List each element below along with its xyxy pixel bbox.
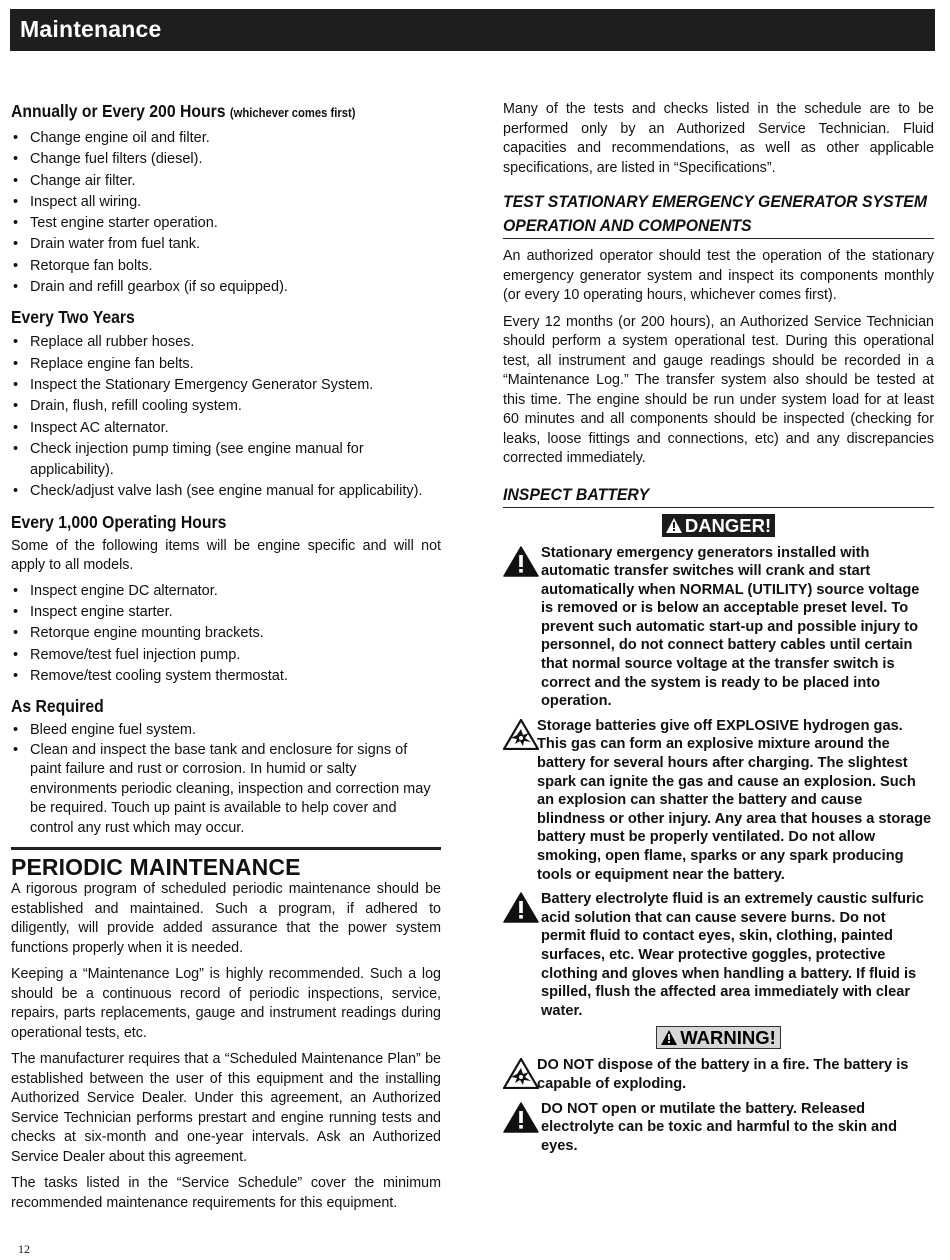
list-item: • Retorque engine mounting brackets. (11, 623, 441, 644)
list-item: • Bleed engine fuel system. (11, 721, 441, 741)
list-item: • Check injection pump timing (see engine manual for applicability). (11, 439, 441, 482)
body-paragraph: The tasks listed in the “Service Schedule” cover the minimum recommended maintenance requirements for this equipment. (11, 1175, 441, 1211)
explosion-warning-icon (503, 1058, 539, 1089)
list-item: • Inspect engine starter. (11, 602, 441, 623)
exclamation-warning-icon (503, 1102, 539, 1133)
test-system-heading-rule (503, 238, 934, 239)
list-item: • Change fuel filters (diesel). (11, 149, 441, 170)
warning-statement (503, 544, 934, 711)
list-item: • Drain water from fuel tank. (11, 234, 441, 255)
page-header-bar (10, 9, 935, 51)
body-paragraph: Every 12 months (or 200 hours), an Authorized Service Technician should perform a system operational test. During this operational test, all instrument and gauge readings should be recorded in a “Maintenance Log.” The transfer system also should be tested at this time. The engine should be run under system load for at least 60 minutes and all components should be inspected (checking for leaks, loose fittings and connections, etc) and any discrepancies corrected immediately. (503, 313, 934, 466)
annual-heading-note: (whichever comes first) (229, 106, 356, 120)
warning-statement (503, 717, 934, 884)
list-item: • Remove/test cooling system thermostat. (11, 666, 441, 687)
periodic-paragraphs (11, 880, 441, 1213)
warning-text: DO NOT open or mutilate the battery. Released electrolyte can be toxic and harmful to the skin and eyes. (541, 1100, 898, 1154)
body-paragraph: An authorized operator should test the operation of the stationary emergency generator system and inspect its components monthly (or every 10 operating hours, whichever comes first). (503, 248, 934, 303)
two-years-list (11, 332, 441, 502)
list-item: • Drain and refill gearbox (if so equipped). (11, 277, 441, 298)
caution-triangle-icon (666, 518, 682, 533)
annual-list (11, 128, 441, 298)
page-number: 12 (18, 1242, 30, 1256)
list-item: • Inspect engine DC alternator. (11, 581, 441, 602)
periodic-maintenance-heading: PERIODIC MAINTENANCE (11, 854, 301, 881)
right-column (503, 100, 934, 1161)
exclamation-warning-icon (503, 892, 539, 923)
list-item: • Drain, flush, refill cooling system. (11, 396, 441, 417)
list-item: • Change engine oil and filter. (11, 128, 441, 149)
section-divider (11, 847, 441, 850)
warning-text: Battery electrolyte fluid is an extremely caustic sulfuric acid solution that can cause severe burns. Do not permit fluid to contact eyes, skin, clothing, painted surfaces, etc. Wear protective goggles, protective clothing and gloves when handling a battery. If fluid is spilled, flush the affected area immediately with clear water. (541, 891, 924, 1019)
caution-triangle-icon (661, 1030, 677, 1045)
as-required-list (11, 721, 441, 838)
exclamation-warning-icon (503, 546, 539, 577)
explosion-warning-icon (503, 719, 539, 750)
list-item: • Replace all rubber hoses. (11, 332, 441, 353)
battery-warnings (503, 1056, 934, 1155)
body-paragraph: A rigorous program of scheduled periodic maintenance should be established and maintained. Such a program, if adhered to diligently, will provide added assurance that the power system functions properly when it is needed. (11, 881, 441, 956)
test-system-paragraphs (503, 247, 934, 469)
danger-warnings (503, 544, 934, 1021)
two-years-heading: Every Two Years (11, 307, 135, 328)
list-item: • Replace engine fan belts. (11, 354, 441, 375)
schedule-intro: Many of the tests and checks listed in the schedule are to be performed only by an Authorized Service Technician. Fluid capacities and recommendations, as well as other applicable specifications, are listed in “Specifications”. (503, 101, 934, 176)
warning-statement (503, 1100, 934, 1156)
annual-heading: Annually or Every 200 Hours (whichever comes first) (11, 101, 356, 121)
list-item: • Remove/test fuel injection pump. (11, 645, 441, 666)
page-title: Maintenance (20, 16, 162, 42)
thousand-hours-heading: Every 1,000 Operating Hours (11, 511, 227, 532)
inspect-battery-heading-rule (503, 507, 934, 508)
body-paragraph: Keeping a “Maintenance Log” is highly recommended. Such a log should be a continuous record of periodic inspections, service, repairs, parts replacements, gauge and instrument readings during operational tests, etc. (11, 966, 441, 1041)
list-item: • Inspect AC alternator. (11, 418, 441, 439)
warning-statement (503, 890, 934, 1020)
list-item: • Change air filter. (11, 171, 441, 192)
warning-text: Stationary emergency generators installed with automatic transfer switches will crank and start automatically when NORMAL (UTILITY) source voltage is removed or is below an acceptable preset level. To prevent such automatic start-up and possible injury to personnel, do not connect battery cables until certain that normal source voltage at the transfer switch is correct and the system is ready to be placed into operation. (541, 544, 920, 710)
list-item: • Clean and inspect the base tank and enclosure for signs of paint failure and rust or corrosion. In humid or salty environments periodic cleaning, inspection and correction may be required. Touch up paint is available to help cover and control any rust which may occur. (11, 741, 441, 839)
test-system-heading: TEST STATIONARY EMERGENCY GENERATOR SYSTEM OPERATION AND COMPONENTS (503, 192, 928, 235)
warning-statement (503, 1056, 934, 1093)
warning-text: DO NOT dispose of the battery in a fire. The battery is capable of exploding. (537, 1057, 909, 1092)
thousand-hours-list (11, 581, 441, 687)
thousand-hours-intro: Some of the following items will be engine specific and will not apply to all models. (11, 537, 441, 574)
warning-text: Storage batteries give off EXPLOSIVE hydrogen gas. This gas can form an explosive mixture around the battery for several hours after charging. The slightest spark can ignite the gas and cause an explosion. Such an explosion can shatter the battery and cause blindness or other injury. Any area that houses a storage battery must be properly ventilated. Do not allow smoking, open flame, sparks or any spark producing tools or equipment near the battery. (537, 717, 932, 883)
body-paragraph: The manufacturer requires that a “Scheduled Maintenance Plan” be established between the user of this equipment and the installing Authorized Service Dealer. Under this agreement, an Authorized Service Technician performs prestart and engine running tests and checks at six-month and one-year intervals. Ask an Authorized Service Dealer about this agreement. (11, 1051, 441, 1165)
warning-badge: WARNING! (656, 1026, 781, 1049)
list-item: • Test engine starter operation. (11, 213, 441, 234)
list-item: • Retorque fan bolts. (11, 256, 441, 277)
as-required-heading: As Required (11, 696, 104, 717)
list-item: • Inspect the Stationary Emergency Generator System. (11, 375, 441, 396)
danger-badge: DANGER! (662, 514, 775, 537)
list-item: • Check/adjust valve lash (see engine manual for applicability). (11, 481, 441, 502)
left-column (11, 100, 441, 1220)
inspect-battery-heading: INSPECT BATTERY (503, 484, 650, 504)
list-item: • Inspect all wiring. (11, 192, 441, 213)
